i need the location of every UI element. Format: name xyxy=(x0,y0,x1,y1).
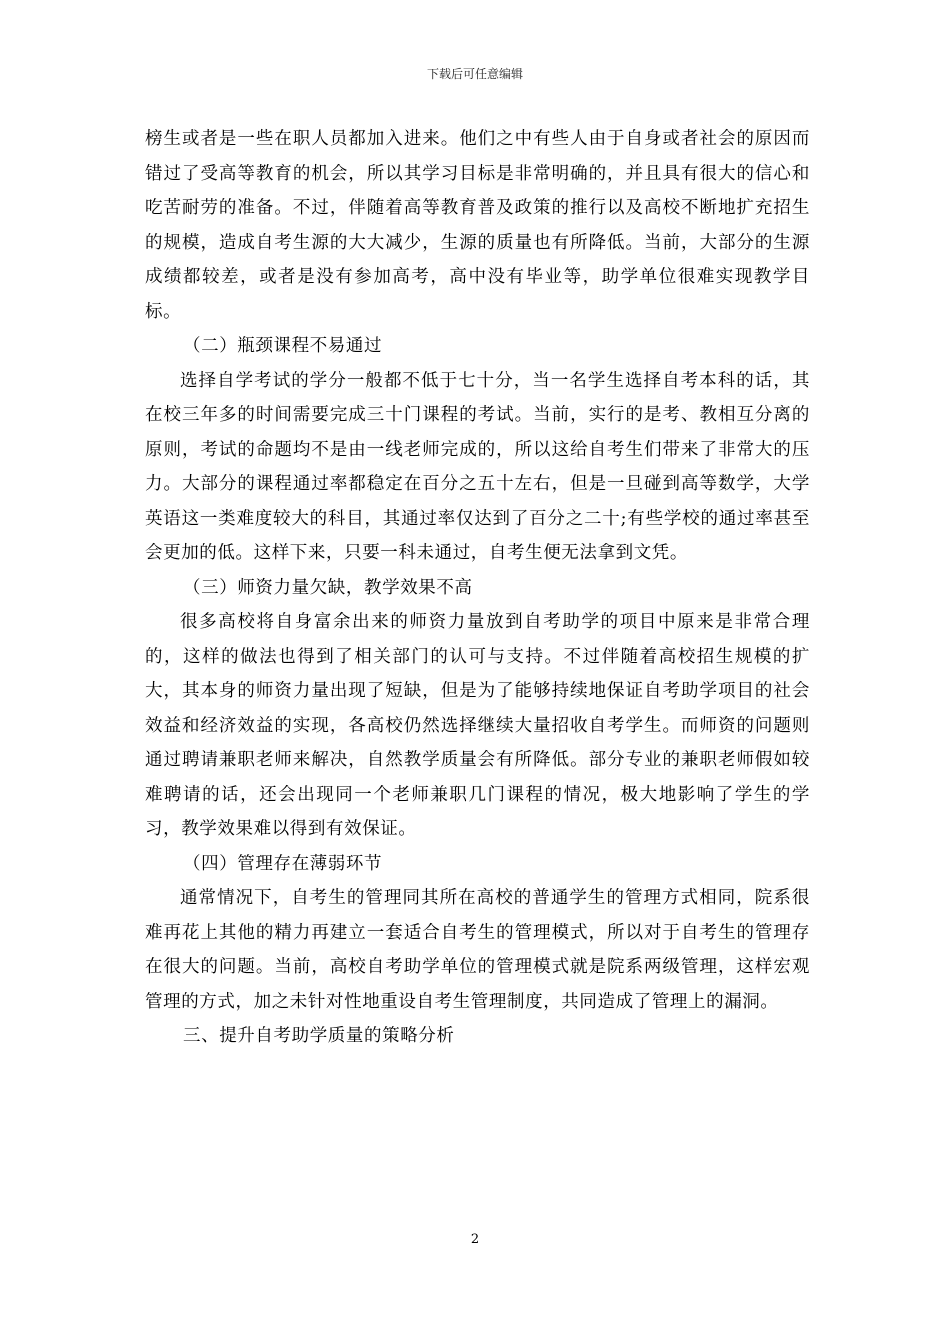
paragraph-3: 很多高校将自身富余出来的师资力量放到自考助学的项目中原来是非常合理的，这样的做法也得到了相关部门的认可与支持。不过伴随着高校招生规模的扩大，其本身的师资力量出现了短缺，但是为了能够持续地保证自考助学项目的社会效益和经济效益的实现，各高校仍然选择继续大量招收自考学生。而师资的问题则通过聘请兼职老师来解决，自然教学质量会有所降低。部分专业的兼职老师假如较难聘请的话，还会出现同一个老师兼职几门课程的情况，极大地影响了学生的学习，教学效果难以得到有效保证。 xyxy=(145,612,810,839)
section-heading-3: 三、提升自考助学质量的策略分析 xyxy=(183,1026,455,1046)
page-header: 下载后可任意编辑 xyxy=(426,67,523,81)
paragraph-continued: 榜生或者是一些在职人员都加入进来。他们之中有些人由于自身或者社会的原因而错过了受高等教育的机会，所以其学习目标是非常明确的，并且具有很大的信心和吃苦耐劳的准备。不过，伴随着高等教育普及政策的推行以及高校不断地扩充招生的规模，造成自考生源的大大减少，生源的质量也有所降低。当前，大部分的生源成绩都较差，或者是没有参加高考，高中没有毕业等，助学单位很难实现教学目标。 xyxy=(145,129,810,322)
subheading-2: （二）瓶颈课程不易通过 xyxy=(183,336,383,356)
subheading-3: （三）师资力量欠缺，教学效果不高 xyxy=(183,577,473,598)
page-number: 2 xyxy=(470,1232,480,1247)
paragraph-4: 通常情况下，自考生的管理同其所在高校的普通学生的管理方式相同，院系很难再花上其他的精力再建立一套适合自考生的管理模式，所以对于自考生的管理存在很大的问题。当前，高校自考助学单位的管理模式就是院系两级管理，这样宏观管理的方式，加之未针对性地重设自考生管理制度，共同造成了管理上的漏洞。 xyxy=(145,888,810,1012)
paragraph-2: 选择自学考试的学分一般都不低于七十分，当一名学生选择自考本科的话，其在校三年多的时间需要完成三十门课程的考试。当前，实行的是考、教相互分离的原则，考试的命题均不是由一线老师完成的，所以这给自考生们带来了非常大的压力。大部分的课程通过率都稳定在百分之五十左右，但是一旦碰到高等数学，大学英语这一类难度较大的科目，其通过率仅达到了百分之二十;有些学校的通过率甚至会更加的低。这样下来，只要一科未通过，自考生便无法拿到文凭。 xyxy=(145,370,810,563)
document-body xyxy=(145,122,810,1054)
subheading-4: （四）管理存在薄弱环节 xyxy=(183,853,383,874)
